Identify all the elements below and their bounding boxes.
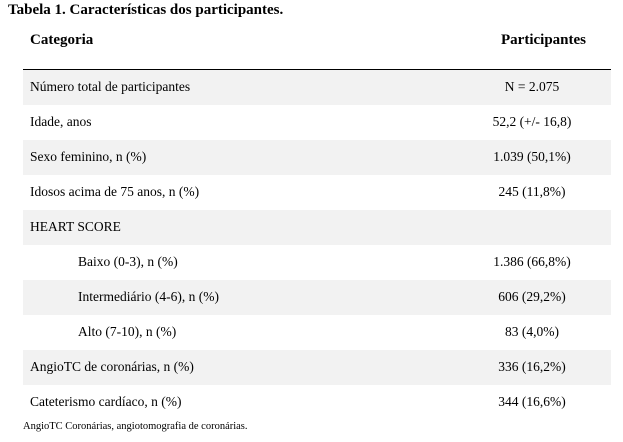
row-label: Idosos acima de 75 anos, n (%) (30, 184, 200, 199)
row-value: 83 (4,0%) (505, 324, 559, 339)
row-value: 1.386 (66,8%) (493, 254, 571, 269)
table-row-section-heart-score (23, 210, 611, 245)
table-row (23, 140, 611, 175)
row-value: 336 (16,2%) (498, 359, 566, 374)
row-label: Sexo feminino, n (%) (30, 149, 147, 164)
row-label: Baixo (0-3), n (%) (78, 254, 178, 269)
table-caption: Tabela 1. Características dos participantes. (8, 2, 284, 18)
table-row (23, 280, 611, 315)
row-label: Alto (7-10), n (%) (78, 324, 177, 339)
table-header (23, 26, 611, 70)
row-value: 245 (11,8%) (498, 184, 566, 199)
section-label: HEART SCORE (30, 219, 121, 234)
row-label: Cateterismo cardíaco, n (%) (30, 394, 182, 409)
table-row (23, 175, 611, 210)
table-row (23, 70, 611, 105)
row-label: Intermediário (4-6), n (%) (78, 289, 219, 304)
row-label: Número total de participantes (30, 79, 191, 94)
table-row (23, 315, 611, 350)
table-row (23, 350, 611, 385)
table-footnote: AngioTC Coronárias, angiotomografia de coronárias. (23, 421, 248, 432)
participants-table (23, 26, 611, 420)
header-category: Categoria (30, 32, 94, 48)
table-row (23, 245, 611, 280)
header-participants: Participantes (501, 32, 586, 48)
row-value: 344 (16,6%) (498, 394, 566, 409)
row-label: Idade, anos (30, 114, 92, 129)
row-label: AngioTC de coronárias, n (%) (30, 359, 194, 374)
row-value: 606 (29,2%) (498, 289, 566, 304)
row-value: 1.039 (50,1%) (493, 149, 571, 164)
table-row (23, 105, 611, 140)
row-value: N = 2.075 (504, 79, 560, 94)
row-value: 52,2 (+/- 16,8) (492, 114, 572, 129)
table-row (23, 385, 611, 420)
